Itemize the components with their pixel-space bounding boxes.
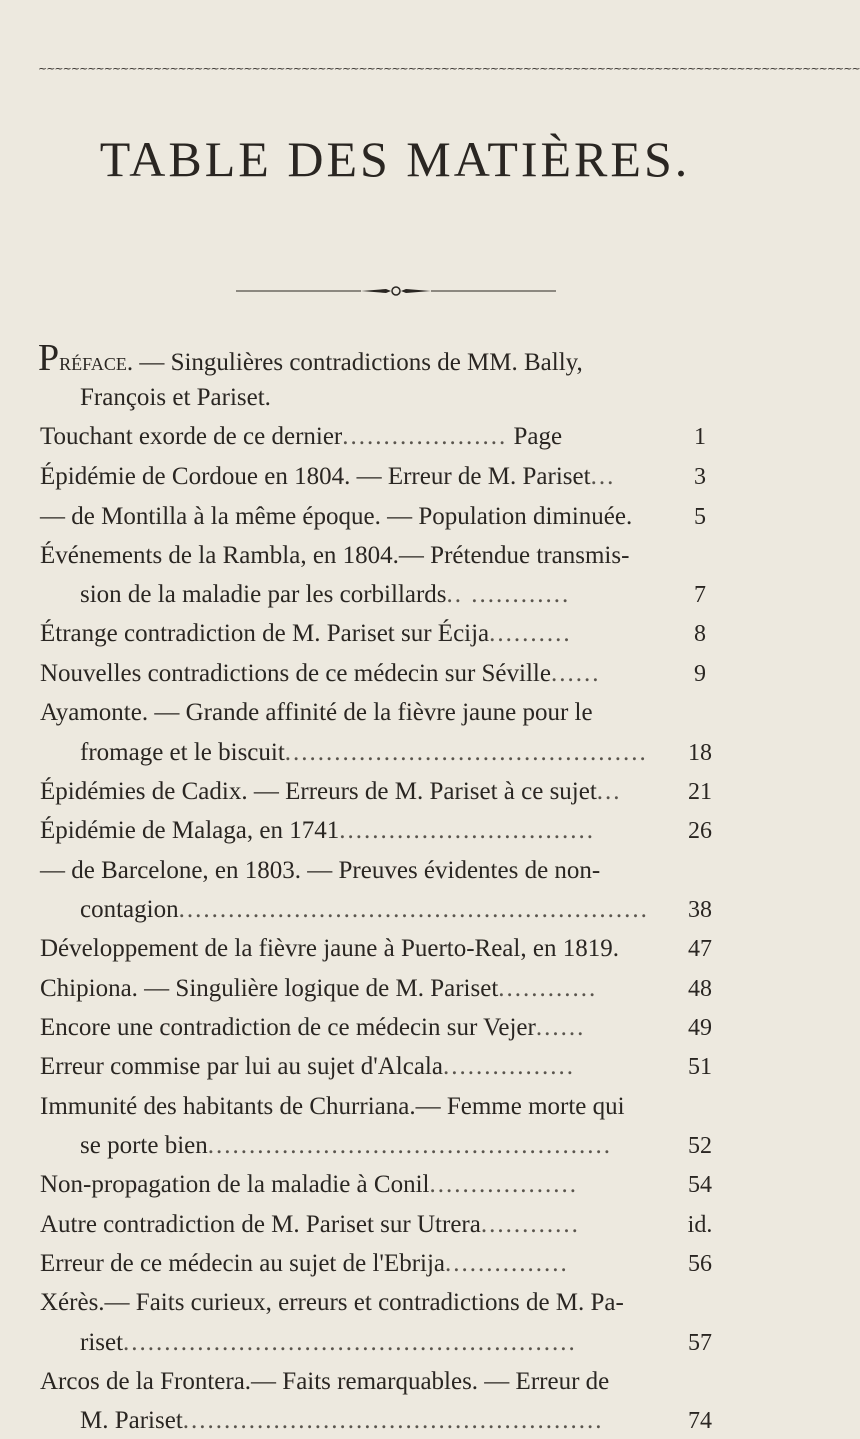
toc-leader-dots: ................................................. [207,1132,612,1159]
toc-entry-line [40,1092,625,1122]
toc-entry-text: Xérès.— Faits curieux, erreurs et contradictions de M. Pa- [40,1289,624,1316]
toc-leader-dots: .. ............ [446,581,571,608]
toc-page-number: 57 [688,1330,712,1356]
toc-page-number: 74 [688,1408,712,1434]
toc-entry-text: François et Pariset. [80,384,271,411]
toc-page-number: 52 [688,1133,712,1159]
toc-entry-line [40,1210,580,1240]
toc-page-number: 49 [688,1015,712,1041]
toc-leader-dots: .................. [429,1171,578,1198]
toc-entry-text: — de Barcelone, en 1803. — Preuves évidentes de non- [40,857,601,884]
toc-entry-line [40,816,595,846]
toc-leader-dots: ...... [535,1014,586,1041]
toc-leader-dots: ...... [550,660,601,687]
toc-entry-text: Encore une contradiction de ce médecin sur Vejer [40,1014,536,1041]
toc-entry-text: Erreur de ce médecin au sujet de l'Ebrija [40,1250,446,1277]
toc-page-number: 54 [688,1172,712,1198]
toc-page-number: 51 [688,1054,712,1080]
toc-entry-line [40,934,619,964]
toc-entry-text: — Singulières contradictions de MM. Bally, [133,349,583,376]
toc-entry-text: Événements de la Rambla, en 1804.— Prétendue transmis- [40,542,630,569]
toc-page-number: 3 [694,464,706,490]
toc-entry-text: — de Montilla à la même époque. — Population diminuée. [40,503,633,530]
toc-entry-line [40,856,600,886]
toc-entry-line [40,502,632,532]
toc-entry-text: Étrange contradiction de M. Pariset sur Écija [40,620,490,647]
toc-entry-line [80,580,570,610]
toc-page-number: id. [687,1212,713,1238]
toc-entry-line [40,541,629,571]
toc-entry-line [38,337,583,379]
toc-entry-line [80,895,649,925]
toc-entry-line [80,1328,577,1358]
toc-page-number: 26 [688,818,712,844]
toc-entry-text: Épidémies de Cadix. — Erreurs de M. Pariset à ce sujet [40,778,597,805]
toc-entry-text: Nouvelles contradictions de ce médecin sur Séville [40,660,551,687]
toc-leader-dots: ............ [480,1211,580,1238]
toc-page-number: 5 [694,504,706,530]
toc-entry-line [40,1288,624,1318]
toc-entry-text: Immunité des habitants de Churriana.— Femme morte qui [40,1093,625,1120]
toc-entry-text: Développement de la fièvre jaune à Puerto-Real, en 1819. [40,935,619,962]
toc-entry-line [40,1249,569,1279]
toc-entry-line [40,698,593,728]
toc-leader-dots: .......... [489,620,572,647]
toc-leader-dots: ... [590,463,616,490]
toc-entry-line [40,1367,609,1397]
toc-leader-dots: ............... [445,1250,569,1277]
toc-entry-text: Non-propagation de la maladie à Conil [40,1171,430,1198]
toc-entry-line [40,1052,575,1082]
toc-page-number: 7 [694,582,706,608]
toc-page-number: 47 [688,936,712,962]
toc-entry-text: Autre contradiction de M. Pariset sur Utrera [40,1211,481,1238]
toc-entry-line [80,383,271,413]
toc-entry-line [80,1406,604,1436]
toc-leader-dots: ................ [442,1053,575,1080]
toc-page-number: 38 [688,897,712,923]
toc-leader-dots: ....................................................... [123,1329,577,1356]
toc-leader-dots: ............ [498,975,598,1002]
header-ornament: ~~~~~~~~~~~~~~~~~~~~~~~~~~~~~~~~~~~~~~~~~~~~~~~~~~~~~~~~~~~~~~~~~~~~~~~~~~~~~~~~~~~~~~~~~~~~~~~~~~~~ [38,62,860,75]
preface-label: réface. [59,349,134,376]
toc-entry-text: Arcos de la Frontera.— Faits remarquables. — Erreur de [40,1368,610,1395]
toc-entry-line [40,659,600,689]
toc-entry-line [40,462,615,492]
toc-entry-line [40,1013,585,1043]
toc-entry-text: Épidémie de Malaga, en 1741 [40,817,340,844]
toc-entry-text: Ayamonte. — Grande affinité de la fièvre jaune pour le [40,699,593,726]
toc-entry-text: M. Pariset [80,1407,183,1434]
toc-leader-dots: ............................... [339,817,595,844]
toc-entry-line [80,738,648,768]
toc-leader-dots: ......................................................... [178,896,649,923]
toc-page-number: 56 [688,1251,712,1277]
toc-entry-line [80,1131,612,1161]
toc-leader-dots: ............................................ [284,739,648,766]
toc-leader-dots: ... [596,778,622,805]
toc-entry-text: fromage et le biscuit [80,739,285,766]
toc-page-number: 18 [688,740,712,766]
toc-entry-line [40,974,597,1004]
toc-entry-line [40,422,562,452]
toc-entry-text: riset [80,1329,124,1356]
toc-page-number: 1 [694,424,706,450]
toc-leader-dots: .................... [342,423,508,450]
toc-entry-text: contagion [80,896,179,923]
toc-leader-dots: ................................................... [182,1407,604,1434]
toc-entry-text: Chipiona. — Singulière logique de M. Pariset [40,975,499,1002]
toc-page-number: 21 [688,779,712,805]
toc-entry-line [40,619,572,649]
page-column-label: Page [507,423,563,450]
toc-entry-text: Erreur commise par lui au sujet d'Alcala [40,1053,443,1080]
toc-entry-text: Touchant exorde de ce dernier [40,423,343,450]
toc-entry-line [40,1170,578,1200]
drop-capital: P [38,337,60,379]
toc-entry-line [40,777,622,807]
toc-entry-text: Épidémie de Cordoue en 1804. — Erreur de M. Pariset [40,463,591,490]
toc-page-number: 8 [694,621,706,647]
toc-page-number: 9 [694,661,706,687]
toc-entry-text: se porte bien [80,1132,208,1159]
toc-entry-text: sion de la maladie par les corbillards [80,581,447,608]
toc-page-number: 48 [688,976,712,1002]
page-title: TABLE DES MATIÈRES. [99,131,691,187]
